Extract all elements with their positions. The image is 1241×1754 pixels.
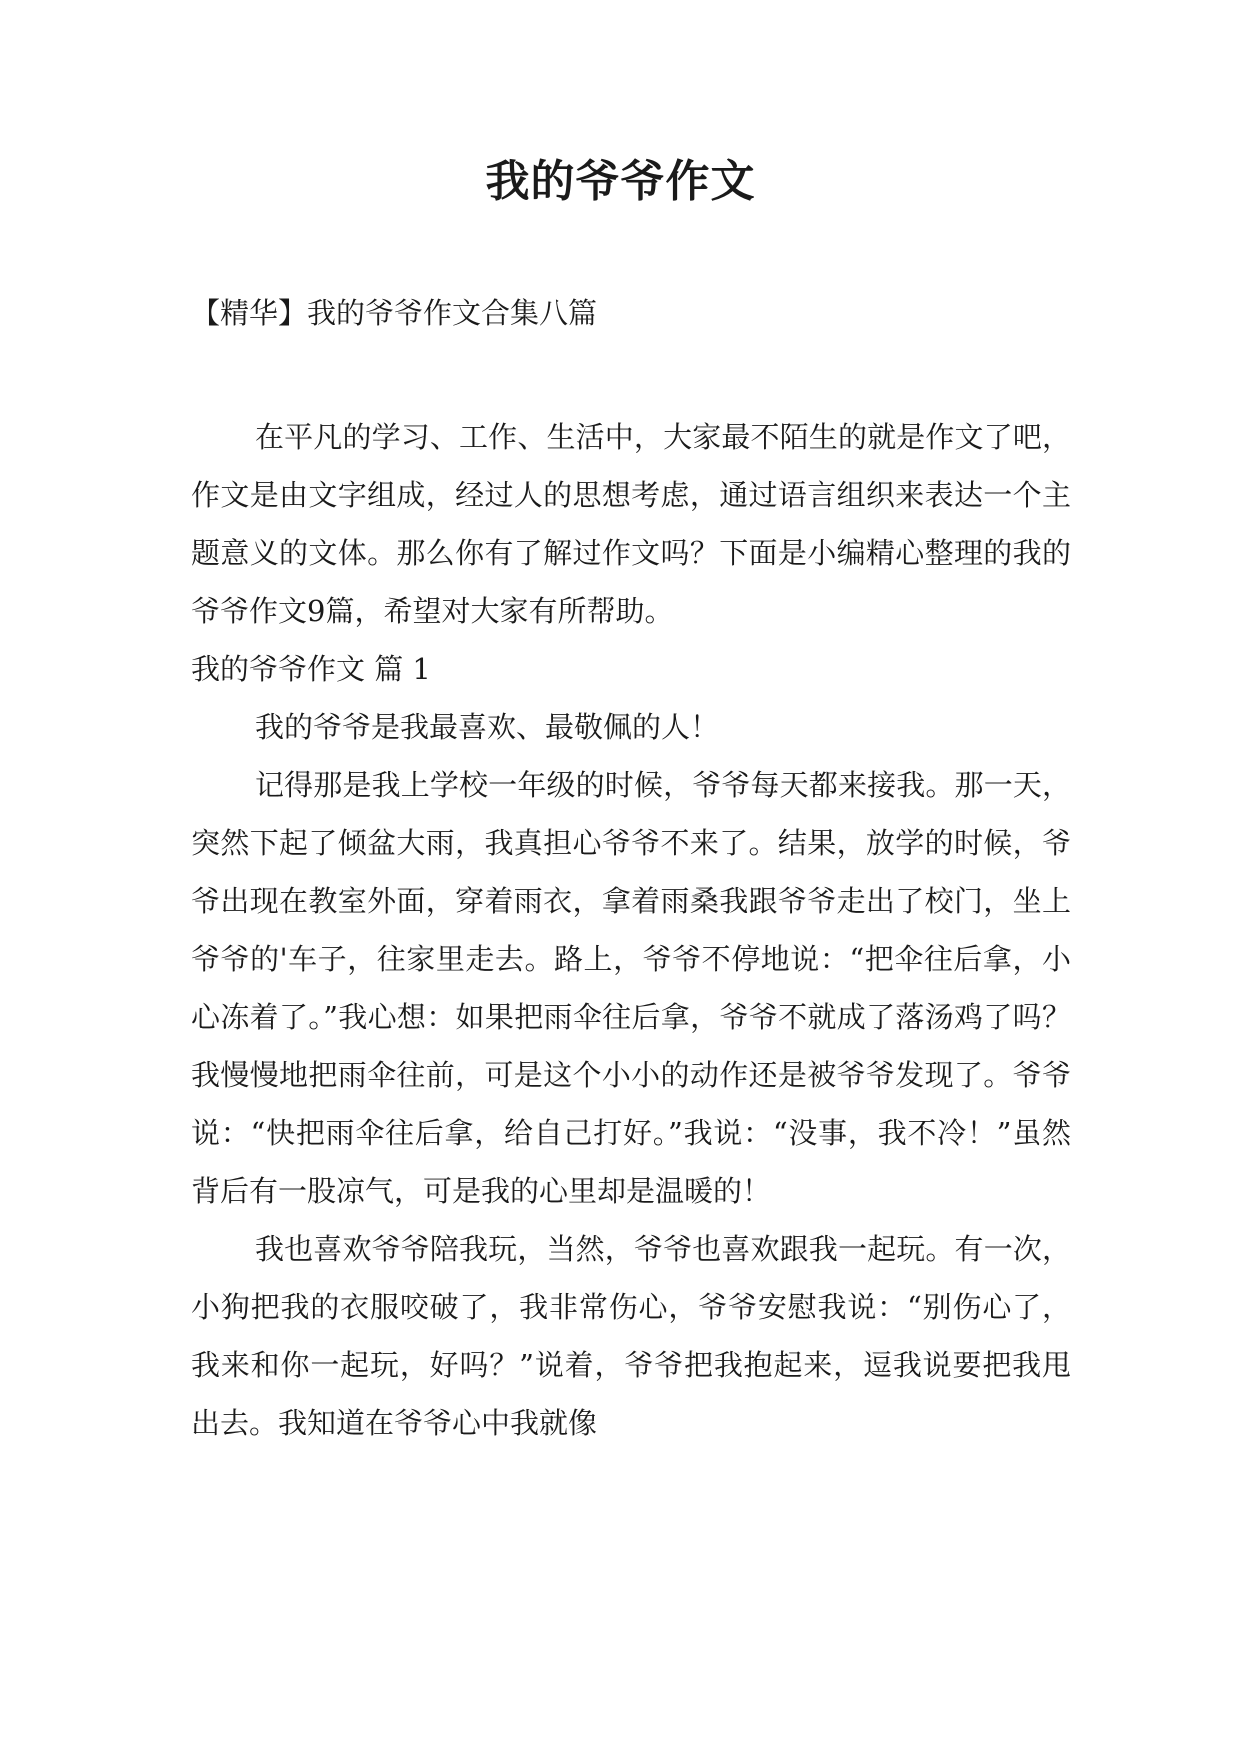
body-paragraph: 我的爷爷是我最喜欢、最敬佩的人！: [255, 710, 720, 744]
document-body: [191, 408, 1071, 1452]
section-heading: 我的爷爷作文 篇 1: [191, 652, 431, 686]
body-paragraph: 我也喜欢爷爷陪我玩，当然，爷爷也喜欢跟我一起玩。有一次，小狗把我的衣服咬破了，我非常伤心，爷爷安慰我说：“别伤心了，我来和你一起玩，好吗？”说着，爷爷把我抱起来，逗我说要把我甩出去。我知道在爷爷心中我就像: [191, 1232, 1071, 1440]
document-subtitle: 【精华】我的爷爷作文合集八篇: [191, 296, 598, 330]
intro-paragraph: 在平凡的学习、工作、生活中，大家最不陌生的就是作文了吧，作文是由文字组成，经过人的思想考虑，通过语言组织来表达一个主题意义的文体。那么你有了解过作文吗？下面是小编精心整理的我的爷爷作文9篇，希望对大家有所帮助。: [191, 420, 1071, 628]
document-title: 我的爷爷作文: [485, 156, 756, 207]
body-paragraph: 记得那是我上学校一年级的时候，爷爷每天都来接我。那一天，突然下起了倾盆大雨，我真担心爷爷不来了。结果，放学的时候，爷爷出现在教室外面，穿着雨衣，拿着雨桑我跟爷爷走出了校门，坐上爷爷的'车子，往家里走去。路上，爷爷不停地说：“把伞往后拿，小心冻着了。”我心想：如果把雨伞往后拿，爷爷不就成了落汤鸡了吗？我慢慢地把雨伞往前，可是这个小小的动作还是被爷爷发现了。爷爷说：“快把雨伞往后拿，给自己打好。”我说：“没事，我不冷！”虽然背后有一股凉气，可是我的心里却是温暖的！: [191, 768, 1071, 1208]
